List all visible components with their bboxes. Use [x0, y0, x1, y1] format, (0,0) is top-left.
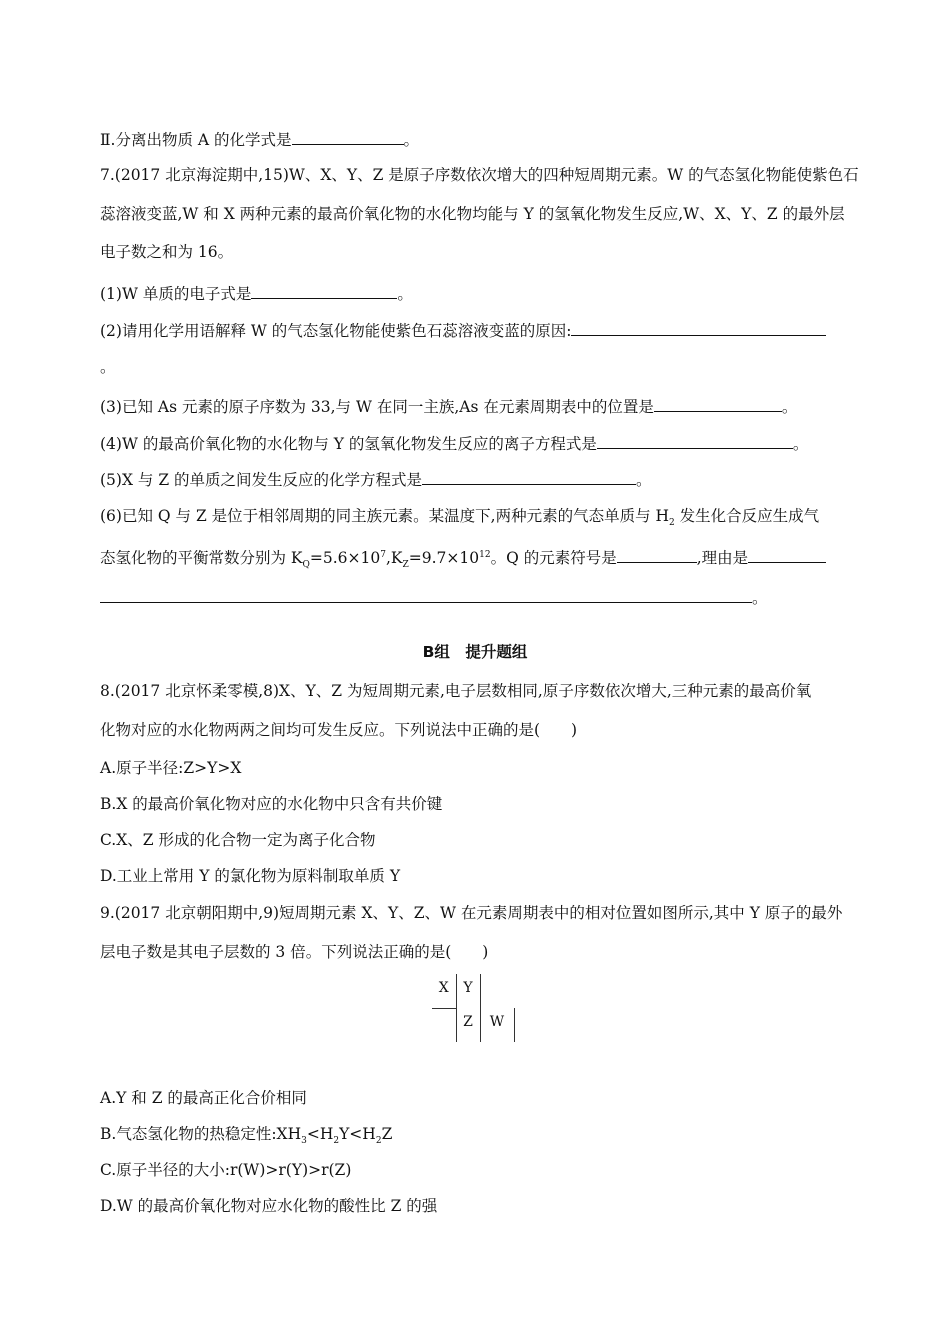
- q8-option-a[interactable]: A.原子半径:Z>Y>X: [100, 759, 242, 777]
- q7-part3: (3)已知 As 元素的原子序数为 33,与 W 在同一主族,As 在元素周期表中的位置是 。: [100, 395, 797, 418]
- q8-stem-line2: 化物对应的水化物两两之间均可发生反应。下列说法中正确的是( ): [100, 721, 578, 739]
- answer-blank[interactable]: [422, 468, 636, 485]
- section-title: B组 提升题组: [422, 643, 528, 661]
- periodic-table-fragment: [432, 974, 515, 1042]
- q7-part6-line3: 。: [100, 586, 768, 609]
- cell-empty: [432, 1008, 456, 1042]
- answer-blank[interactable]: [654, 395, 782, 412]
- cell-z: Z: [456, 1008, 480, 1042]
- q8-option-b[interactable]: B.X 的最高价氧化物对应的水化物中只含有共价键: [100, 795, 443, 813]
- q7-part1: (1)W 单质的电子式是 。: [100, 282, 413, 305]
- q9-option-b[interactable]: B.气态氢化物的热稳定性$:XH_3<H_2Y<H_2Z$: [100, 1125, 393, 1147]
- q8-option-c[interactable]: C.X、Z 形成的化合物一定为离子化合物: [100, 831, 376, 849]
- answer-blank[interactable]: [597, 432, 793, 449]
- q7-part5: (5)X 与 Z 的单质之间发生反应的化学方程式是 。: [100, 468, 652, 491]
- cell-x: X: [432, 974, 456, 1008]
- answer-blank[interactable]: [617, 546, 697, 563]
- cell-w: W: [480, 1008, 514, 1042]
- answer-blank[interactable]: [100, 586, 752, 603]
- q9-stem-line1: 9.(2017 北京朝阳期中,9)短周期元素 X、Y、Z、W 在元素周期表中的相对位置如图所示,其中 Y 原子的最外: [100, 904, 843, 922]
- answer-blank[interactable]: [748, 546, 826, 563]
- q9-option-d[interactable]: D.W 的最高价氧化物对应水化物的酸性比 Z 的强: [100, 1197, 438, 1215]
- q7-stem-line3: 电子数之和为 16。: [100, 243, 234, 261]
- q9-option-c[interactable]: C.原子半径的大小:r(W)>r(Y)>r(Z): [100, 1161, 352, 1179]
- answer-blank[interactable]: [292, 128, 404, 145]
- q9-stem-line2: 层电子数是其电子层数的 3 倍。下列说法正确的是( ): [100, 943, 489, 961]
- q7-part6-line1: (6)已知 Q 与 Z 是位于相邻周期的同主族元素。某温度下,两种元素的气态单质与 $H_2$ 发生化合反应生成气: [100, 507, 820, 529]
- cell-y: Y: [456, 974, 480, 1008]
- cell-empty: [480, 974, 514, 1008]
- q6-part2: Ⅱ.分离出物质 A 的化学式是 。: [100, 128, 419, 151]
- q7-part2-tail: 。: [100, 358, 116, 376]
- answer-blank[interactable]: [571, 319, 826, 336]
- q7-stem-line2: 蕊溶液变蓝,W 和 X 两种元素的最高价氧化物的水化物均能与 Y 的氢氧化物发生反应,W、X、Y、Z 的最外层: [100, 205, 845, 223]
- q9-option-a[interactable]: A.Y 和 Z 的最高正化合价相同: [100, 1089, 307, 1107]
- q7-part4: (4)W 的最高价氧化物的水化物与 Y 的氢氧化物发生反应的离子方程式是 。: [100, 432, 808, 455]
- q7-part6-line2: 态氢化物的平衡常数分别为 $K_Q=5.6\times 10^7,K_Z=9.7\times 10^{12}$。Q 的元素符号是 ,理由是: [100, 546, 826, 569]
- q7-part2: (2)请用化学用语解释 W 的气态氢化物能使紫色石蕊溶液变蓝的原因:: [100, 319, 826, 342]
- answer-blank[interactable]: [251, 282, 397, 299]
- q8-option-d[interactable]: D.工业上常用 Y 的氯化物为原料制取单质 Y: [100, 867, 401, 885]
- q8-stem-line1: 8.(2017 北京怀柔零模,8)X、Y、Z 为短周期元素,电子层数相同,原子序数依次增大,三种元素的最高价氧: [100, 682, 812, 700]
- q7-stem-line1: 7.(2017 北京海淀期中,15)W、X、Y、Z 是原子序数依次增大的四种短周期元素。W 的气态氢化物能使紫色石: [100, 166, 859, 184]
